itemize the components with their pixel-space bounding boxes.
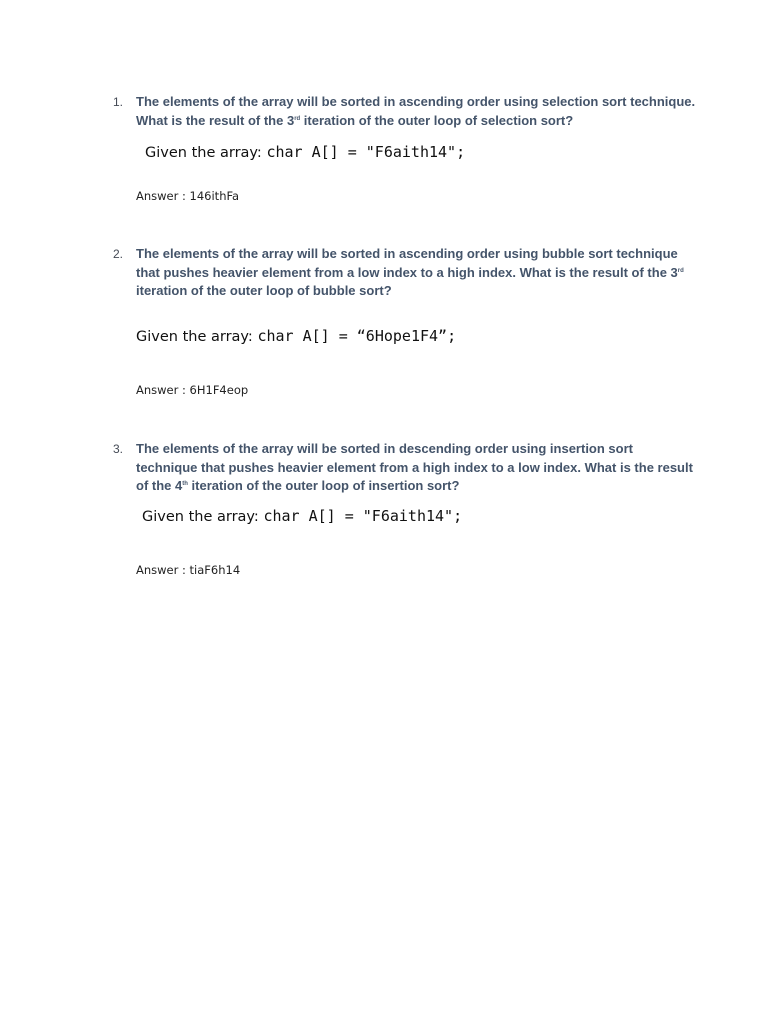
given-label: Given the array: <box>145 145 267 161</box>
given-label: Given the array: <box>136 329 258 345</box>
question-text-part: The elements of the array will be sorted in ascending order using bubble sort technique that pushes heavier element from a low index to a high index. What is the result of the 3 <box>136 246 678 280</box>
given-code: char A[] = “6Hope1F4”; <box>257 327 457 345</box>
question-text <box>136 93 696 130</box>
answer-text: Answer : 6H1F4eop <box>136 383 249 397</box>
question-text-part: iteration of the outer loop of selection sort? <box>300 112 574 128</box>
ordinal-suffix: th <box>182 481 188 487</box>
question-number: 2. <box>113 247 124 261</box>
answer-text: Answer : tiaF6h14 <box>136 563 241 577</box>
question-number: 1. <box>113 95 124 109</box>
given-array <box>136 327 456 346</box>
given-code: char A[] = "F6aith14"; <box>266 143 466 161</box>
ordinal-suffix: rd <box>677 267 684 274</box>
question-text-part: iteration of the outer loop of insertion sort? <box>187 478 460 493</box>
given-label: Given the array: <box>142 509 264 525</box>
question-text <box>136 440 696 496</box>
given-array <box>145 143 465 162</box>
ordinal-suffix: rd <box>294 115 301 122</box>
question-text-part: The elements of the array will be sorted in descending order using insertion sort technique that pushes heavier element from a high index to a low index. What is the result of the 4 <box>136 441 693 493</box>
answer-text: Answer : 146ithFa <box>136 189 240 203</box>
question-text-part: iteration of the outer loop of bubble sort? <box>136 283 392 298</box>
given-array <box>142 507 462 526</box>
question-text-part: The elements of the array will be sorted in ascending order using selection sort technique. What is the result of the 3 <box>136 94 696 128</box>
question-number: 3. <box>113 442 124 456</box>
given-code: char A[] = "F6aith14"; <box>263 507 463 525</box>
question-text <box>136 245 696 301</box>
